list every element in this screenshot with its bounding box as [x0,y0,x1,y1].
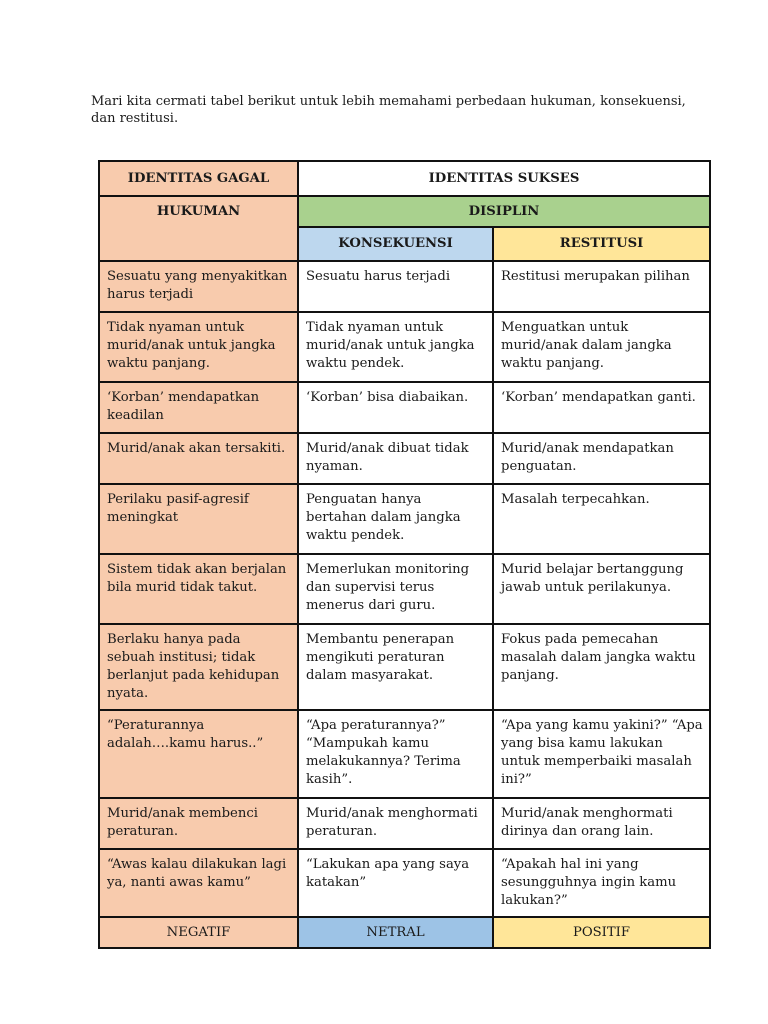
cell-konsekuensi: Murid/anak menghormati peraturan. [298,798,493,849]
cell-hukuman: ‘Korban’ mendapatkan keadilan [99,382,298,433]
table-row [99,710,710,798]
cell-hukuman: Sesuatu yang menyakitkan harus terjadi [99,261,298,312]
header-hukuman [99,196,298,261]
footer-negatif: NEGATIF [99,917,298,948]
cell-restitusi: “Apa yang kamu yakini?” “Apa yang bisa kamu lakukan untuk memperbaiki masalah ini?” [493,710,710,798]
table-row [99,433,710,484]
table-row [99,484,710,554]
intro-paragraph: Mari kita cermati tabel berikut untuk lebih memahami perbedaan hukuman, konsekuensi, dan restitusi. [91,94,686,126]
header-disiplin: DISIPLIN [298,196,710,227]
header-identitas-sukses: IDENTITAS SUKSES [298,161,710,196]
cell-hukuman: Murid/anak membenci peraturan. [99,798,298,849]
footer-row [99,917,710,948]
cell-hukuman: Tidak nyaman untuk murid/anak untuk jangka waktu panjang. [99,312,298,382]
table-row [99,849,710,917]
comparison-table [98,160,711,949]
cell-restitusi: Murid/anak mendapatkan penguatan. [493,433,710,484]
header-row-identity [99,161,710,196]
header-konsekuensi: KONSEKUENSI [298,227,493,261]
cell-restitusi: Menguatkan untuk murid/anak dalam jangka waktu panjang. [493,312,710,382]
header-restitusi: RESTITUSI [493,227,710,261]
cell-restitusi: Murid/anak menghormati dirinya dan orang lain. [493,798,710,849]
cell-konsekuensi: Sesuatu harus terjadi [298,261,493,312]
table-row [99,624,710,710]
cell-hukuman: Murid/anak akan tersakiti. [99,433,298,484]
cell-konsekuensi: Membantu penerapan mengikuti peraturan dalam masyarakat. [298,624,493,710]
table-row [99,261,710,312]
cell-hukuman: “Awas kalau dilakukan lagi ya, nanti awas kamu” [99,849,298,917]
cell-konsekuensi: “Lakukan apa yang saya katakan” [298,849,493,917]
cell-restitusi: Fokus pada pemecahan masalah dalam jangka waktu panjang. [493,624,710,710]
cell-restitusi: ‘Korban’ mendapatkan ganti. [493,382,710,433]
cell-konsekuensi: Memerlukan monitoring dan supervisi terus menerus dari guru. [298,554,493,624]
cell-hukuman: “Peraturannya adalah….kamu harus..” [99,710,298,798]
cell-restitusi: Murid belajar bertanggung jawab untuk perilakunya. [493,554,710,624]
footer-positif: POSITIF [493,917,710,948]
cell-konsekuensi: ‘Korban’ bisa diabaikan. [298,382,493,433]
cell-konsekuensi: Murid/anak dibuat tidak nyaman. [298,433,493,484]
cell-restitusi: “Apakah hal ini yang sesungguhnya ingin kamu lakukan?” [493,849,710,917]
header-row-category [99,196,710,227]
header-identitas-gagal: IDENTITAS GAGAL [99,161,298,196]
cell-konsekuensi: Penguatan hanya bertahan dalam jangka waktu pendek. [298,484,493,554]
table-row [99,382,710,433]
cell-konsekuensi: “Apa peraturannya?” “Mampukah kamu melakukannya? Terima kasih”. [298,710,493,798]
cell-hukuman: Berlaku hanya pada sebuah institusi; tidak berlanjut pada kehidupan nyata. [99,624,298,710]
table-row [99,312,710,382]
table-row [99,798,710,849]
cell-hukuman: Sistem tidak akan berjalan bila murid tidak takut. [99,554,298,624]
cell-restitusi: Masalah terpecahkan. [493,484,710,554]
cell-hukuman: Perilaku pasif-agresif meningkat [99,484,298,554]
footer-netral: NETRAL [298,917,493,948]
cell-restitusi: Restitusi merupakan pilihan [493,261,710,312]
header-hukuman-label: HUKUMAN [156,204,241,219]
cell-konsekuensi: Tidak nyaman untuk murid/anak untuk jangka waktu pendek. [298,312,493,382]
table-row [99,554,710,624]
